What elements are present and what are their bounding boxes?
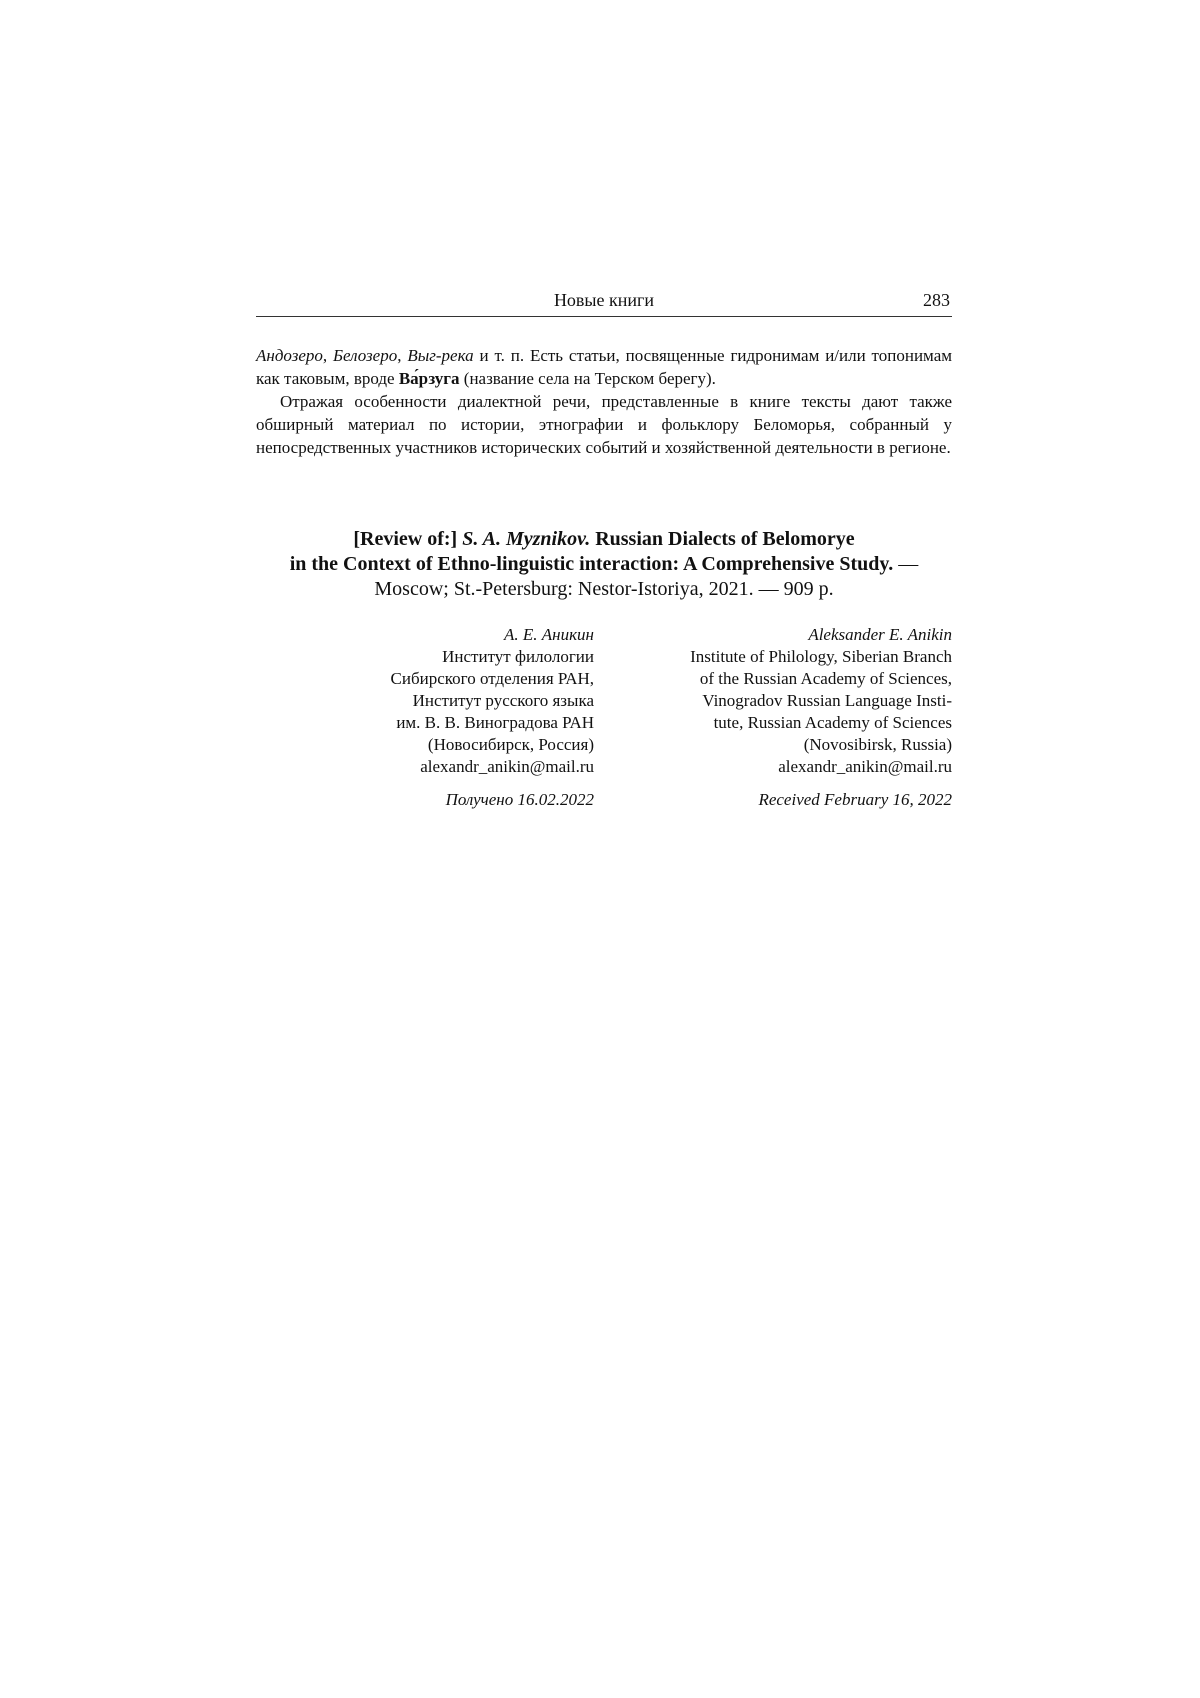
author-block-ru bbox=[256, 624, 594, 811]
separator: , bbox=[322, 346, 333, 365]
running-title: Новые книги bbox=[553, 290, 655, 310]
affiliation-line: of the Russian Academy of Sciences, bbox=[699, 669, 952, 688]
affiliation-line: Институт филологии bbox=[442, 647, 594, 666]
email-en: alexandr_anikin@mail.ru bbox=[778, 757, 952, 776]
page-number: 283 bbox=[923, 290, 950, 310]
affiliation-line: им. В. В. Виноградова РАН bbox=[396, 713, 594, 732]
review-title-line-2 bbox=[256, 552, 952, 577]
author-block-en bbox=[614, 624, 952, 811]
review-title-part-1: Russian Dialects of Belomorye bbox=[590, 528, 855, 550]
affiliation-line: Институт русского языка bbox=[412, 691, 594, 710]
affiliation-line: (Новосибирск, Россия) bbox=[427, 735, 594, 754]
place-name-andozero: Андозеро bbox=[256, 346, 323, 365]
review-publication: Moscow; St.-Petersburg: Nestor-Istoriya, 2021. — 909 p. bbox=[374, 578, 834, 600]
affiliation-line: Institute of Philology, Siberian Branch bbox=[690, 647, 952, 666]
review-title-part-2: in the Context of Ethno-linguistic interaction: A Comprehensive Study. bbox=[289, 553, 894, 575]
received-date-ru: Получено 16.02.2022 bbox=[445, 790, 594, 809]
review-dash: — bbox=[893, 553, 919, 575]
affiliation-line: Сибирского отделения РАН, bbox=[390, 669, 594, 688]
review-title bbox=[256, 527, 952, 602]
body-text bbox=[256, 344, 952, 459]
review-title-line-1 bbox=[256, 527, 952, 552]
place-name-belozero: Белозеро bbox=[333, 346, 398, 365]
paragraph-1-text: и т. п. Есть статьи, посвященные гидронимам и/или топонимам как таковым, вроде bbox=[256, 346, 953, 388]
affiliation-line: tute, Russian Academy of Sciences bbox=[713, 713, 952, 732]
paragraph-2: Отражая особенности диалектной речи, представленные в книге тексты дают также обширный материал по истории, этнографии и фольклору Беломорья, собранный у непосредственных участников исторических событий и хозяйственной деятельности в регионе. bbox=[256, 392, 952, 457]
affiliation-line: (Novosibirsk, Russia) bbox=[803, 735, 952, 754]
affiliation-line: Vinogradov Russian Language Insti- bbox=[702, 691, 952, 710]
paragraph-1-text-end: (название села на Терском берегу). bbox=[459, 369, 716, 388]
running-header bbox=[256, 286, 952, 317]
email-ru: alexandr_anikin@mail.ru bbox=[420, 757, 594, 776]
review-prefix: [Review of:] bbox=[353, 528, 463, 550]
received-date-en: Received February 16, 2022 bbox=[758, 790, 952, 809]
place-name-varzuga: Ва́рзуга bbox=[398, 369, 460, 388]
author-name-en: Aleksander E. Anikin bbox=[808, 625, 952, 644]
place-name-vyg-reka: Выг-река bbox=[407, 346, 474, 365]
separator: , bbox=[397, 346, 408, 365]
author-name-ru: А. Е. Аникин bbox=[504, 625, 594, 644]
review-author: S. A. Myznikov. bbox=[462, 528, 591, 550]
paragraph-1 bbox=[256, 344, 952, 390]
